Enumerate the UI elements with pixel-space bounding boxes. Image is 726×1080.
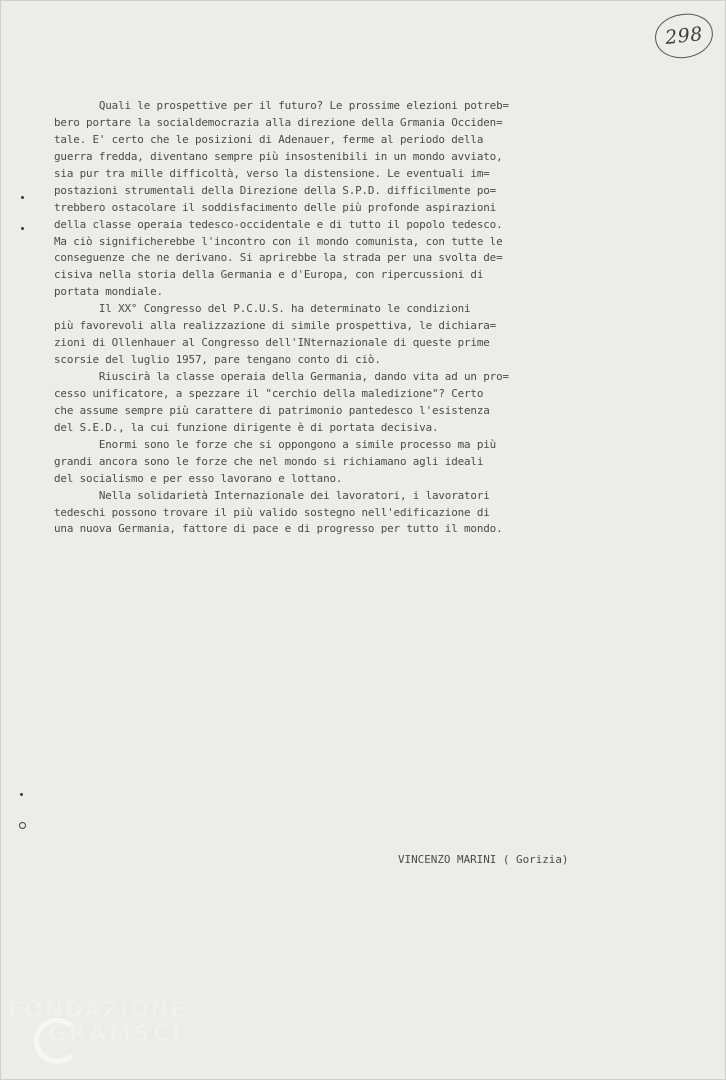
text-line: guerra fredda, diventano sempre più insostenibili in un mondo avviato, <box>54 149 503 163</box>
margin-dot-mark <box>21 196 24 199</box>
text-line: sia pur tra mille difficoltà, verso la distensione. Le eventuali im= <box>54 166 490 180</box>
text-line: portata mondiale. <box>54 285 163 299</box>
text-line: scorsie del luglio 1957, pare tengano conto di ciò. <box>54 353 381 367</box>
text-line: Quali le prospettive per il futuro? Le prossime elezioni potreb= <box>54 99 509 112</box>
margin-hole-mark <box>19 822 26 829</box>
text-line: zioni di Ollenhauer al Congresso dell'INternazionale di queste prime <box>54 336 490 350</box>
text-line: più favorevoli alla realizzazione di simile prospettiva, le dichiara= <box>54 319 497 333</box>
text-line: Riuscirà la classe operaia della Germania, dando vita ad un pro= <box>54 370 509 383</box>
watermark-line-2: GRAMSCI <box>48 1022 184 1047</box>
text-line: cesso unificatore, a spezzare il "cerchio della maledizione"? Certo <box>54 386 484 400</box>
text-line: trebbero ostacolare il soddisfacimento delle più profonde aspirazioni <box>54 200 497 214</box>
watermark-line-1: FONDAZIONE <box>8 998 187 1023</box>
typed-body-text <box>54 98 684 538</box>
text-line: tedeschi possono trovare il più valido sostegno nell'edificazione di <box>54 505 490 519</box>
margin-dot-mark <box>20 793 23 796</box>
author-signature: VINCENZO MARINI ( Gorizia) <box>398 853 569 866</box>
text-line: Il XX° Congresso del P.C.U.S. ha determinato le condizioni <box>54 302 471 316</box>
watermark-circle-icon <box>34 1018 80 1064</box>
text-line: Ma ciò significherebbe l'incontro con il mondo comunista, con tutte le <box>54 234 503 248</box>
text-line: grandi ancora sono le forze che nel mondo si richiamano agli ideali <box>54 454 484 468</box>
text-line: del socialismo e per esso lavorano e lottano. <box>54 471 343 485</box>
text-line: conseguenze che ne derivano. Si aprirebbe la strada per una svolta de= <box>54 251 503 265</box>
text-line: del S.E.D., la cui funzione dirigente è di portata decisiva. <box>54 420 439 434</box>
text-line: Nella solidarietà Internazionale dei lavoratori, i lavoratori <box>54 488 490 502</box>
foundation-watermark-logo <box>8 998 208 1068</box>
text-line: Enormi sono le forze che si oppongono a simile processo ma più <box>54 437 497 451</box>
text-line: che assume sempre più carattere di patrimonio pantedesco l'esistenza <box>54 403 490 417</box>
text-line: della classe operaia tedesco-occidentale e di tutto il popolo tedesco. <box>54 217 503 231</box>
page-number-circled: 298 <box>653 11 715 61</box>
text-line: postazioni strumentali della Direzione della S.P.D. difficilmente po= <box>54 183 497 197</box>
text-line: bero portare la socialdemocrazia alla direzione della Grmania Occiden= <box>54 115 503 129</box>
text-line: tale. E' certo che le posizioni di Adenauer, ferme al periodo della <box>54 132 484 146</box>
text-line: una nuova Germania, fattore di pace e di progresso per tutto il mondo. <box>54 522 503 536</box>
text-line: cisiva nella storia della Germania e d'Europa, con ripercussioni di <box>54 268 484 282</box>
margin-dot-mark <box>21 227 24 230</box>
